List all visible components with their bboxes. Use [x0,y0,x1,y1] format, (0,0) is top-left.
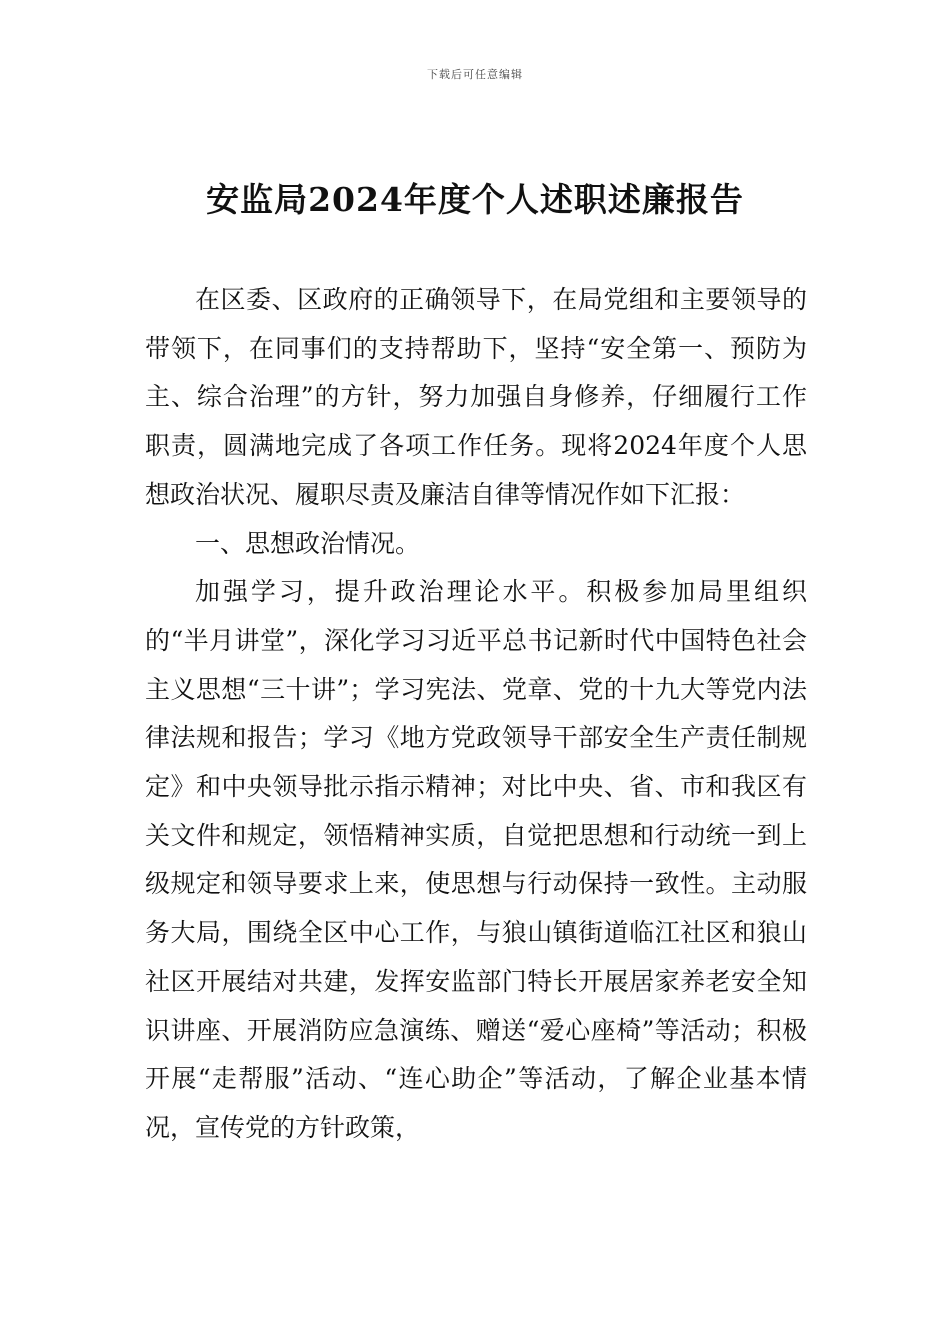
document-body [145,276,807,1153]
paragraph-intro: 在区委、区政府的正确领导下，在局党组和主要领导的带领下，在同事们的支持帮助下，坚持“安全第一、预防为主、综合治理”的方针，努力加强自身修养，仔细履行工作职责，圆满地完成了各项工作任务。现将2024年度个人思想政治状况、履职尽责及廉洁自律等情况作如下汇报： [145,285,807,509]
header-note: 下载后可任意编辑 [427,68,523,81]
document-title: 安监局2024年度个人述职述廉报告 [206,180,744,219]
section-heading-1: 一、思想政治情况。 [195,528,421,558]
paragraph-study: 加强学习，提升政治理论水平。积极参加局里组织的“半月讲堂”，深化学习习近平总书记新时代中国特色社会主义思想“三十讲”；学习宪法、党章、党的十九大等党内法律法规和报告；学习《地方党政领导干部安全生产责任制规定》和中央领导批示指示精神；对比中央、省、市和我区有关文件和规定，领悟精神实质，自觉把思想和行动统一到上级规定和领导要求上来，使思想与行动保持一致性。主动服务大局，围绕全区中心工作，与狼山镇街道临江社区和狼山社区开展结对共建，发挥安监部门特长开展居家养老安全知识讲座、开展消防应急演练、赠送“爱心座椅”等活动；积极开展“走帮服”活动、“连心助企”等活动，了解企业基本情况，宣传党的方针政策， [145,577,807,1142]
